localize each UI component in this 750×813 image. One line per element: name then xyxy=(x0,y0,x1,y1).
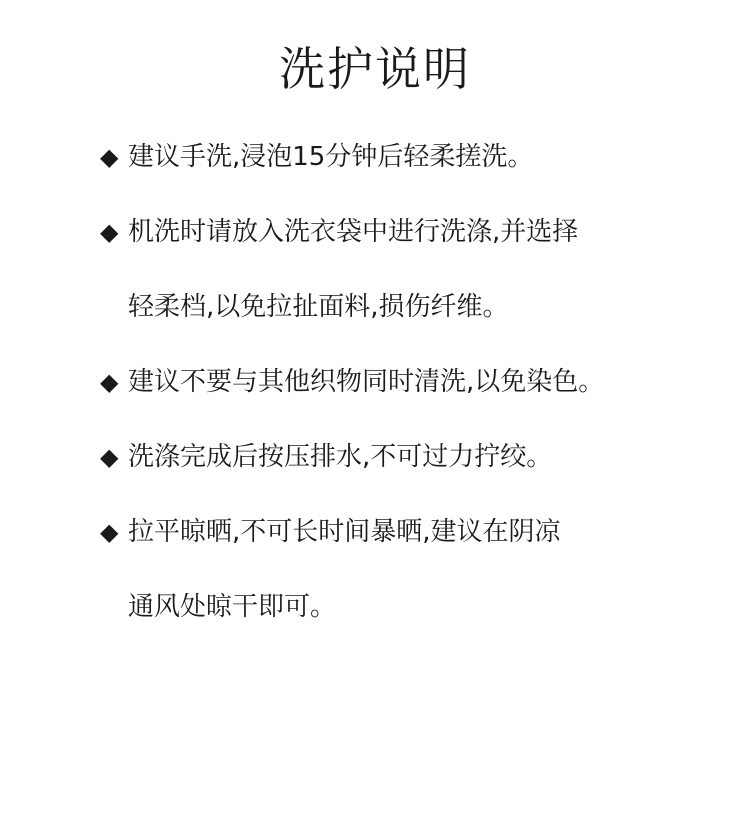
diamond-bullet-icon: ◆ xyxy=(100,218,119,246)
care-line xyxy=(100,345,720,420)
diamond-bullet-icon: ◆ xyxy=(100,368,119,396)
diamond-bullet-icon: ◆ xyxy=(100,143,119,171)
list-item xyxy=(100,120,720,195)
care-text: 轻柔档,以免拉扯面料,损伤纤维。 xyxy=(128,292,509,322)
care-line xyxy=(100,570,720,645)
care-line xyxy=(100,270,720,345)
care-line xyxy=(100,195,720,270)
diamond-bullet-icon: ◆ xyxy=(100,443,119,471)
care-text: 建议手洗,浸泡15分钟后轻柔搓洗。 xyxy=(128,142,534,172)
care-line xyxy=(100,120,720,195)
list-item xyxy=(100,345,720,420)
page-title: 洗护说明 xyxy=(279,42,471,96)
list-item xyxy=(100,195,720,345)
list-item xyxy=(100,420,720,495)
care-instructions-list xyxy=(100,120,720,645)
care-text: 通风处晾干即可。 xyxy=(128,592,337,622)
care-text: 建议不要与其他织物同时清洗,以免染色。 xyxy=(128,367,605,397)
care-line xyxy=(100,420,720,495)
care-text: 机洗时请放入洗衣袋中进行洗涤,并选择 xyxy=(128,217,579,247)
diamond-bullet-icon: ◆ xyxy=(100,518,119,546)
care-text: 拉平晾晒,不可长时间暴晒,建议在阴凉 xyxy=(128,517,561,547)
list-item xyxy=(100,495,720,645)
care-line xyxy=(100,495,720,570)
care-text: 洗涤完成后按压排水,不可过力拧绞。 xyxy=(128,442,553,472)
